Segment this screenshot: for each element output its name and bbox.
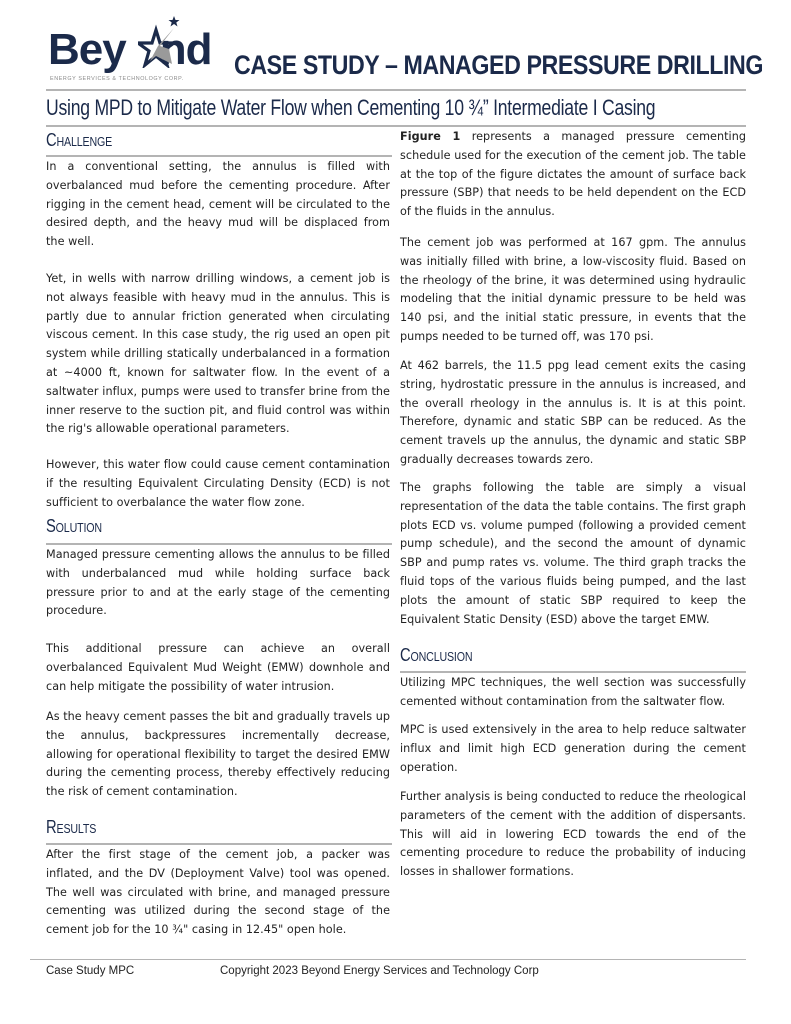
logo-text-left: Bey: [48, 25, 126, 74]
results-paragraph-1: After the first stage of the cement job, a packer was inflated, and the DV (Deployment Valve) tool was opened. The well was circulated with brine, and managed pressure cementing was utilized during the second stage of the cement job for the 10 ¾" casing in 12.45" open hole.: [46, 848, 390, 937]
challenge-paragraph-2: Yet, in wells with narrow drilling windows, a cement job is not always feasible with heavy mud in the annulus. This is partly due to annular friction generated when circulating viscous cement. In this case study, the rig used an open pit system while drilling statically underbalanced in a formation at ~4000 ft, known for saltwater flow. In the event of a saltwater influx, pumps were used to transfer brine from the inner reserve to the suction pit, and fluid control was within the rig's allowable operational parameters.: [46, 272, 390, 436]
results-heading: Results: [46, 817, 97, 837]
logo-tagline: ENERGY SERVICES & TECHNOLOGY CORP.: [50, 76, 184, 82]
company-logo: [48, 8, 228, 84]
challenge-heading: Challenge: [46, 130, 113, 150]
results-divider: [46, 843, 392, 845]
figure-paragraph-1: [400, 128, 746, 222]
footer-copyright: Copyright 2023 Beyond Energy Services and Technology Corp: [220, 965, 539, 977]
conclusion-paragraph-2: MPC is used extensively in the area to help reduce saltwater influx and limit high ECD generation during the cement operation.: [400, 723, 746, 774]
conclusion-heading: Conclusion: [400, 645, 473, 665]
logo-wordmark: [48, 25, 212, 74]
title-divider: [46, 89, 746, 91]
star-icon: [138, 16, 186, 68]
figure-reference: Figure 1: [400, 130, 461, 143]
logo-text-right: nd: [159, 25, 212, 74]
document-subtitle: Using MPD to Mitigate Water Flow when Cementing 10 ¾” Intermediate I Casing: [46, 95, 656, 120]
challenge-paragraph-3: However, this water flow could cause cement contamination if the resulting Equivalent Circulating Density (ECD) is not sufficient to overbalance the water flow zone.: [46, 458, 390, 509]
challenge-paragraph-1: In a conventional setting, the annulus is filled with overbalanced mud before the cementing procedure. After rigging in the cement head, cement will be circulated to the desired depth, and the heavy mud will be displaced from the well.: [46, 160, 390, 249]
figure-paragraph-2: The cement job was performed at 167 gpm. The annulus was initially filled with brine, a low-viscosity fluid. Based on the rheology of the brine, it was determined using hydraulic modeling that the initial dynamic pressure to be held was 140 psi, and the initial static pressure, in events that the pumps needed to be turned off, was 170 psi.: [400, 236, 746, 343]
subtitle-divider: [46, 125, 746, 127]
conclusion-divider: [400, 671, 746, 673]
solution-heading: Solution: [46, 516, 102, 536]
figure-paragraph-4: The graphs following the table are simply a visual representation of the data the table contains. The first graph plots ECD vs. volume pumped (following a provided cement pump schedule), and the second the amount of dynamic SBP and pump rates vs. volume. The third graph tracks the fluid tops of the various fluids being pumped, and the last plots the amount of static SBP required to keep the Equivalent Static Density (ESD) above the target EMW.: [400, 481, 746, 626]
figure-paragraph-1-text: represents a managed pressure cementing schedule used for the execution of the cement job. The table at the top of the figure dictates the amount of surface back pressure (SBP) that needs to be held dependent on the ECD of the fluids in the annulus.: [400, 130, 746, 219]
solution-paragraph-3: As the heavy cement passes the bit and gradually travels up the annulus, backpressures incrementally decrease, allowing for operational flexibility to target the desired EMW during the cementing process, thereby effectively reducing the risk of cement contamination.: [46, 710, 390, 799]
document-title: CASE STUDY – MANAGED PRESSURE DRILLING: [234, 50, 763, 80]
footer-divider: [30, 959, 746, 960]
solution-paragraph-1: Managed pressure cementing allows the annulus to be filled with underbalanced mud while holding surface back pressure prior to and at the early stage of the cementing procedure.: [46, 548, 390, 618]
challenge-divider: [46, 155, 392, 157]
solution-divider: [46, 543, 392, 545]
conclusion-paragraph-1: Utilizing MPC techniques, the well section was successfully cemented without contamination from the saltwater flow.: [400, 676, 746, 708]
solution-paragraph-2: This additional pressure can achieve an overall overbalanced Equivalent Mud Weight (EMW) downhole and can help mitigate the possibility of water intrusion.: [46, 642, 390, 693]
footer-label: Case Study MPC: [46, 965, 135, 977]
figure-paragraph-3: At 462 barrels, the 11.5 ppg lead cement exits the casing string, hydrostatic pressure in the annulus is increased, and the overall rheology in the annulus is. It is at this point. Therefore, dynamic and static SBP can be reduced. As the cement travels up the annulus, the dynamic and static SBP gradually decreases towards zero.: [400, 359, 746, 466]
conclusion-paragraph-3: Further analysis is being conducted to reduce the rheological parameters of the cement with the addition of dispersants. This will aid in lowering ECD towards the end of the cementing procedure to reduce the probability of inducing losses in shallower formations.: [400, 790, 746, 879]
